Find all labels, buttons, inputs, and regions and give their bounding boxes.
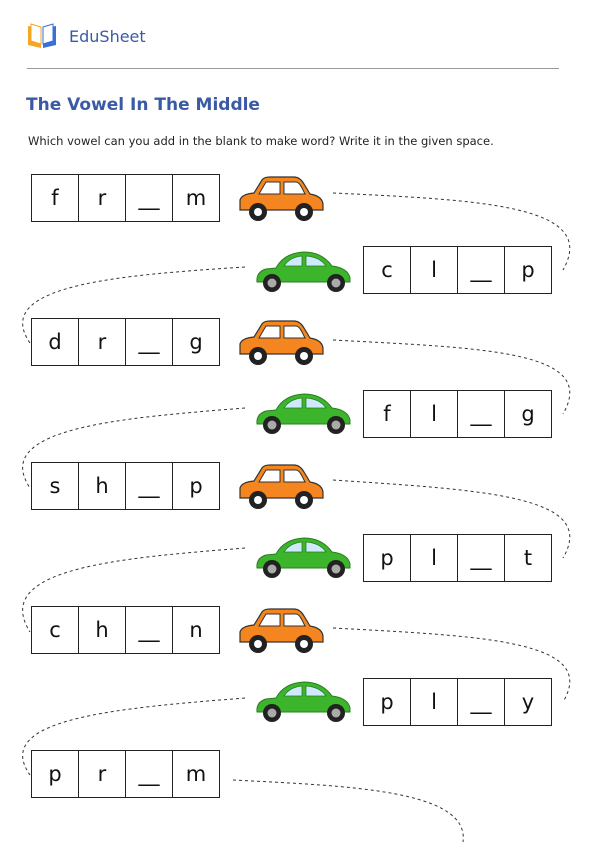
word-row-3: [31, 318, 220, 366]
word-row-7: [31, 606, 220, 654]
blank-cell[interactable]: __: [457, 678, 505, 726]
letter-cell: p: [504, 246, 552, 294]
blank-cell[interactable]: __: [457, 534, 505, 582]
letter-cell: g: [172, 318, 220, 366]
word-row-9: [31, 750, 220, 798]
word-row-5: [31, 462, 220, 510]
blank-cell[interactable]: __: [125, 750, 173, 798]
letter-cell: r: [78, 174, 126, 222]
letter-cell: r: [78, 318, 126, 366]
blank-cell[interactable]: __: [125, 462, 173, 510]
letter-cell: c: [31, 606, 79, 654]
letter-cell: l: [410, 534, 458, 582]
word-row-2: [363, 246, 552, 294]
letter-cell: p: [363, 534, 411, 582]
letter-cell: h: [78, 606, 126, 654]
green-car-icon: [254, 678, 352, 724]
green-car-icon: [254, 248, 352, 294]
letter-cell: h: [78, 462, 126, 510]
letter-cell: n: [172, 606, 220, 654]
letter-cell: r: [78, 750, 126, 798]
letter-cell: p: [172, 462, 220, 510]
letter-cell: y: [504, 678, 552, 726]
word-row-4: [363, 390, 552, 438]
letter-cell: s: [31, 462, 79, 510]
letter-cell: p: [31, 750, 79, 798]
instruction-text: Which vowel can you add in the blank to make word? Write it in the given space.: [28, 134, 494, 148]
green-car-icon: [254, 390, 352, 436]
blank-cell[interactable]: __: [125, 318, 173, 366]
letter-cell: m: [172, 174, 220, 222]
blank-cell[interactable]: __: [125, 606, 173, 654]
orange-car-icon: [236, 606, 326, 656]
green-car-icon: [254, 534, 352, 580]
blank-cell[interactable]: __: [457, 246, 505, 294]
brand-name: EduSheet: [69, 27, 146, 46]
letter-cell: d: [31, 318, 79, 366]
letter-cell: l: [410, 246, 458, 294]
page-title: The Vowel In The Middle: [26, 95, 260, 115]
letter-cell: p: [363, 678, 411, 726]
word-row-8: [363, 678, 552, 726]
letter-cell: t: [504, 534, 552, 582]
letter-cell: g: [504, 390, 552, 438]
letter-cell: f: [363, 390, 411, 438]
word-row-6: [363, 534, 552, 582]
orange-car-icon: [236, 174, 326, 224]
word-row-1: [31, 174, 220, 222]
letter-cell: f: [31, 174, 79, 222]
letter-cell: l: [410, 390, 458, 438]
orange-car-icon: [236, 462, 326, 512]
blank-cell[interactable]: __: [125, 174, 173, 222]
letter-cell: c: [363, 246, 411, 294]
blank-cell[interactable]: __: [457, 390, 505, 438]
letter-cell: m: [172, 750, 220, 798]
letter-cell: l: [410, 678, 458, 726]
orange-car-icon: [236, 318, 326, 368]
